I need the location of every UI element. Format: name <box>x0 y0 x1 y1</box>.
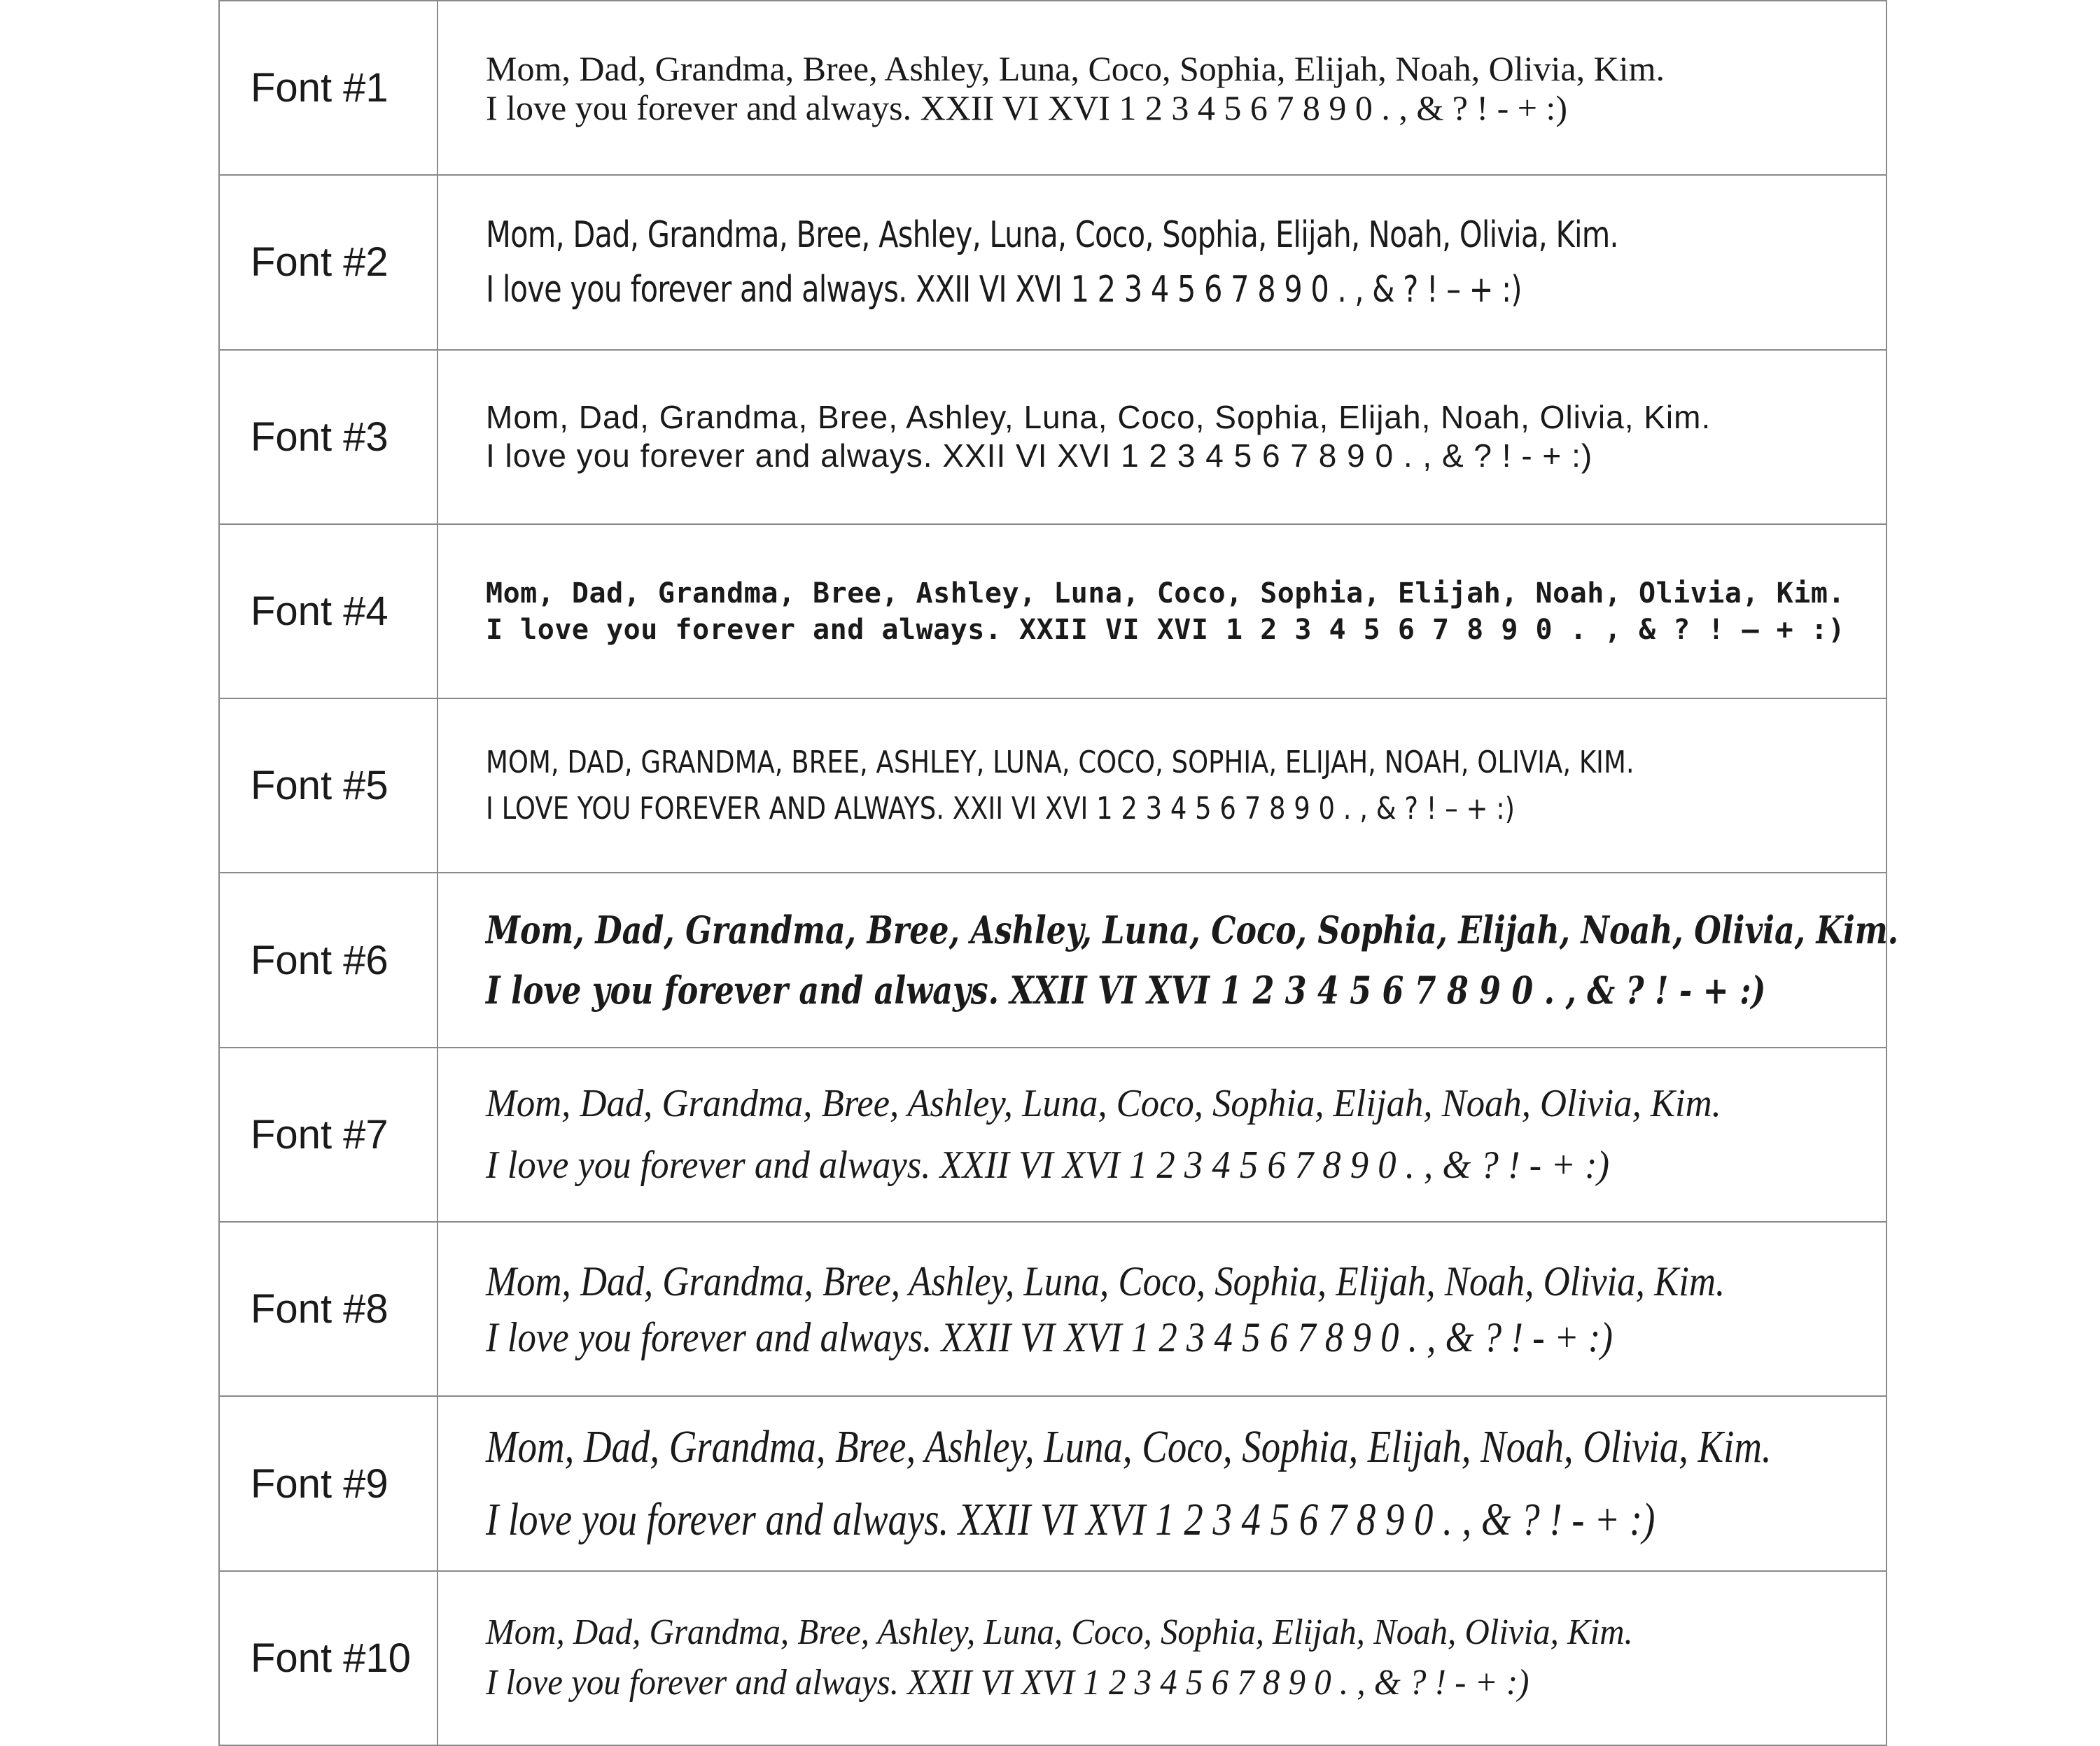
sample-line-names: Mom, Dad, Grandma, Bree, Ashley, Luna, Coco, Sophia, Elijah, Noah, Olivia, Kim. <box>486 1258 1726 1304</box>
font-sample-cell <box>438 175 1886 349</box>
font-sample-cell <box>438 1048 1886 1222</box>
font-row-1 <box>219 1 1886 175</box>
sample-line-phrase: I love you forever and always. XXII VI XVI 1 2 3 4 5 6 7 8 9 0 . , & ? ! - + :) <box>486 87 1567 127</box>
font-label-cell <box>219 698 438 873</box>
sample-line-phrase: I love you forever and always. XXII VI XVI 1 2 3 4 5 6 7 8 9 0 . , & ? ! - + :) <box>486 1314 1613 1360</box>
font-label-cell <box>219 873 438 1047</box>
sample-line-phrase: I LOVE YOU FOREVER AND ALWAYS. XXII VI XVI 1 2 3 4 5 6 7 8 9 0 . , & ? ! – + :) <box>486 790 1516 826</box>
sample-line-names: Mom, Dad, Grandma, Bree, Ashley, Luna, Coco, Sophia, Elijah, Noah, Olivia, Kim. <box>486 213 1618 256</box>
sample-line-names: Mom, Dad, Grandma, Bree, Ashley, Luna, Coco, Sophia, Elijah, Noah, Olivia, Kim. <box>486 577 1845 610</box>
font-sample-cell <box>438 1 1886 175</box>
sample-line-phrase: I love you forever and always. XXII VI XVI 1 2 3 4 5 6 7 8 9 0 . , & ? ! – + :) <box>486 268 1522 311</box>
font-sample-cell <box>438 524 1886 698</box>
font-sample-cell <box>438 1396 1886 1570</box>
font-label: Font #9 <box>251 1460 388 1507</box>
font-row-2 <box>219 175 1886 349</box>
font-sample-cell <box>438 698 1886 873</box>
sample-line-names: Mom, Dad, Grandma, Bree, Ashley, Luna, Coco, Sophia, Elijah, Noah, Olivia, Kim. <box>486 1421 1772 1473</box>
font-row-10 <box>219 1571 1886 1745</box>
sample-line-phrase: I love you forever and always. XXII VI XVI 1 2 3 4 5 6 7 8 9 0 . , & ? ! - + :) <box>486 1494 1656 1546</box>
font-label: Font #3 <box>251 414 388 460</box>
font-sample-cell <box>438 1571 1886 1745</box>
font-sample-table <box>218 0 1899 1746</box>
font-label-cell <box>219 1048 438 1222</box>
font-label: Font #5 <box>251 763 388 809</box>
font-label: Font #8 <box>251 1286 388 1332</box>
font-label: Font #1 <box>251 65 388 111</box>
font-label: Font #2 <box>251 239 388 286</box>
font-label: Font #10 <box>251 1635 411 1681</box>
font-label-cell <box>219 1396 438 1570</box>
font-label: Font #7 <box>251 1111 388 1157</box>
font-sample-cell <box>438 873 1899 1047</box>
font-row-4 <box>219 524 1886 698</box>
font-label-cell <box>219 1 438 175</box>
sample-line-phrase: I love you forever and always. XXII VI XVI 1 2 3 4 5 6 7 8 9 0 . , & ? ! - + :) <box>486 968 1766 1013</box>
sample-line-phrase: I love you forever and always. XXII VI XVI 1 2 3 4 5 6 7 8 9 0 . , & ? ! - + :) <box>486 437 1593 474</box>
font-label-cell <box>219 524 438 698</box>
font-label-cell <box>219 350 438 524</box>
sample-line-phrase: I love you forever and always. XXII VI XVI 1 2 3 4 5 6 7 8 9 0 . , & ? ! - + :) <box>486 1143 1610 1188</box>
sample-line-names: Mom, Dad, Grandma, Bree, Ashley, Luna, Coco, Sophia, Elijah, Noah, Olivia, Kim. <box>486 908 1899 953</box>
font-label: Font #6 <box>251 937 388 983</box>
font-row-3 <box>219 350 1886 524</box>
sample-line-phrase: I love you forever and always. XXII VI XVI 1 2 3 4 5 6 7 8 9 0 . , & ? ! - + :) <box>486 1663 1530 1703</box>
sample-line-names: Mom, Dad, Grandma, Bree, Ashley, Luna, Coco, Sophia, Elijah, Noah, Olivia, Kim. <box>486 1082 1721 1126</box>
sample-line-names: Mom, Dad, Grandma, Bree, Ashley, Luna, Coco, Sophia, Elijah, Noah, Olivia, Kim. <box>486 48 1665 88</box>
font-label-cell <box>219 175 438 349</box>
font-label: Font #4 <box>251 589 388 635</box>
font-row-5 <box>219 698 1886 873</box>
font-row-7 <box>219 1048 1886 1222</box>
sample-line-names: Mom, Dad, Grandma, Bree, Ashley, Luna, Coco, Sophia, Elijah, Noah, Olivia, Kim. <box>486 1612 1633 1653</box>
font-label-cell <box>219 1222 438 1396</box>
font-sample-cell <box>438 1222 1886 1396</box>
sample-line-phrase: I love you forever and always. XXII VI XVI 1 2 3 4 5 6 7 8 9 0 . , & ? ! – + :) <box>486 613 1845 646</box>
font-label-cell <box>219 1571 438 1745</box>
font-row-6 <box>219 873 1886 1047</box>
sample-line-names: MOM, DAD, GRANDMA, BREE, ASHLEY, LUNA, COCO, SOPHIA, ELIJAH, NOAH, OLIVIA, KIM. <box>486 744 1634 780</box>
font-row-9 <box>219 1396 1886 1570</box>
font-row-8 <box>219 1222 1886 1396</box>
font-sample-cell <box>438 350 1886 524</box>
sample-line-names: Mom, Dad, Grandma, Bree, Ashley, Luna, Coco, Sophia, Elijah, Noah, Olivia, Kim. <box>486 399 1712 436</box>
